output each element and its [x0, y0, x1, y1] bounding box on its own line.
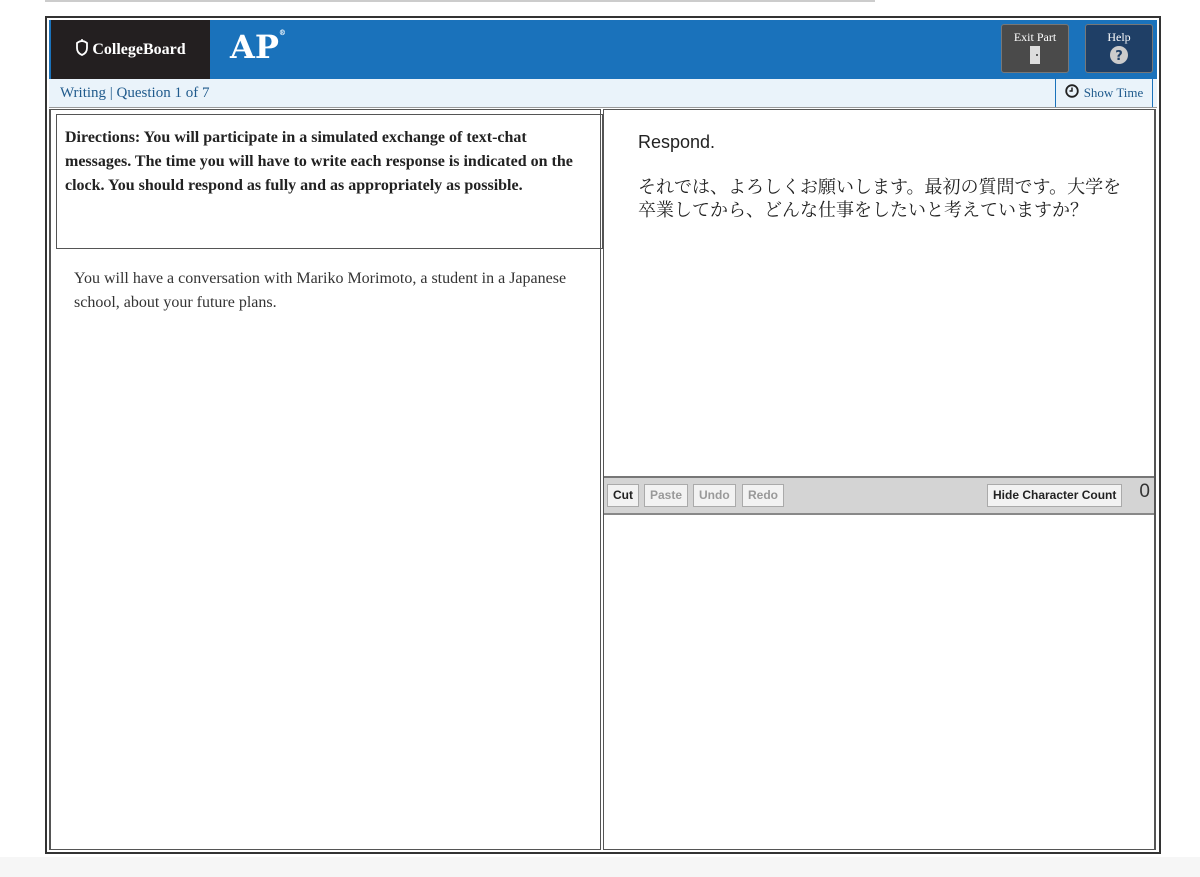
directions-panel	[49, 109, 601, 850]
redo-button[interactable]: Redo	[742, 484, 784, 507]
exit-part-label: Exit Part	[1013, 30, 1057, 44]
ap-logo: AP®	[230, 28, 286, 66]
breadcrumb: Writing | Question 1 of 7	[60, 85, 210, 101]
cut-button[interactable]: Cut	[607, 484, 639, 507]
acorn-shield-icon	[75, 38, 89, 61]
door-icon	[1002, 45, 1068, 69]
response-input[interactable]	[604, 515, 1154, 849]
ap-text: AP	[230, 28, 279, 66]
show-time-label: Show Time	[1083, 85, 1144, 100]
editor-toolbar	[604, 478, 1154, 515]
paste-button[interactable]: Paste	[644, 484, 688, 507]
respond-instruction: Respond.	[638, 132, 716, 152]
prompt-area	[604, 110, 1154, 478]
exit-part-button[interactable]	[1001, 24, 1069, 73]
top-divider	[45, 0, 875, 2]
page-footer-strip	[0, 857, 1200, 877]
intro-text: You will have a conversation with Mariko Morimoto, a student in a Japanese school, about your future plans.	[74, 270, 567, 311]
help-button[interactable]	[1085, 24, 1153, 73]
chat-message: それでは、よろしくお願いします。最初の質問です。大学を卒業してから、どんな仕事をしたいと考えていますか？	[638, 177, 1122, 221]
exam-window	[45, 16, 1161, 854]
directions-text: Directions: You will participate in a simulated exchange of text-chat messages. The time you will have to write each response is indicated on the clock. You should respond as fully and as appropriately as possible.	[56, 114, 603, 249]
collegeboard-logo	[51, 20, 210, 79]
response-panel	[603, 109, 1156, 850]
clock-icon	[1065, 84, 1079, 102]
undo-button[interactable]: Undo	[693, 484, 736, 507]
show-time-button[interactable]	[1055, 79, 1153, 107]
svg-text:?: ?	[1115, 49, 1123, 64]
hide-character-count-button[interactable]: Hide Character Count	[987, 484, 1122, 507]
subheader-bar	[49, 79, 1157, 108]
header-bar	[49, 20, 1157, 79]
question-circle-icon	[1086, 45, 1152, 69]
brand-name: CollegeBoard	[92, 40, 186, 58]
character-count: 0	[1139, 481, 1150, 502]
help-label: Help	[1107, 30, 1131, 44]
